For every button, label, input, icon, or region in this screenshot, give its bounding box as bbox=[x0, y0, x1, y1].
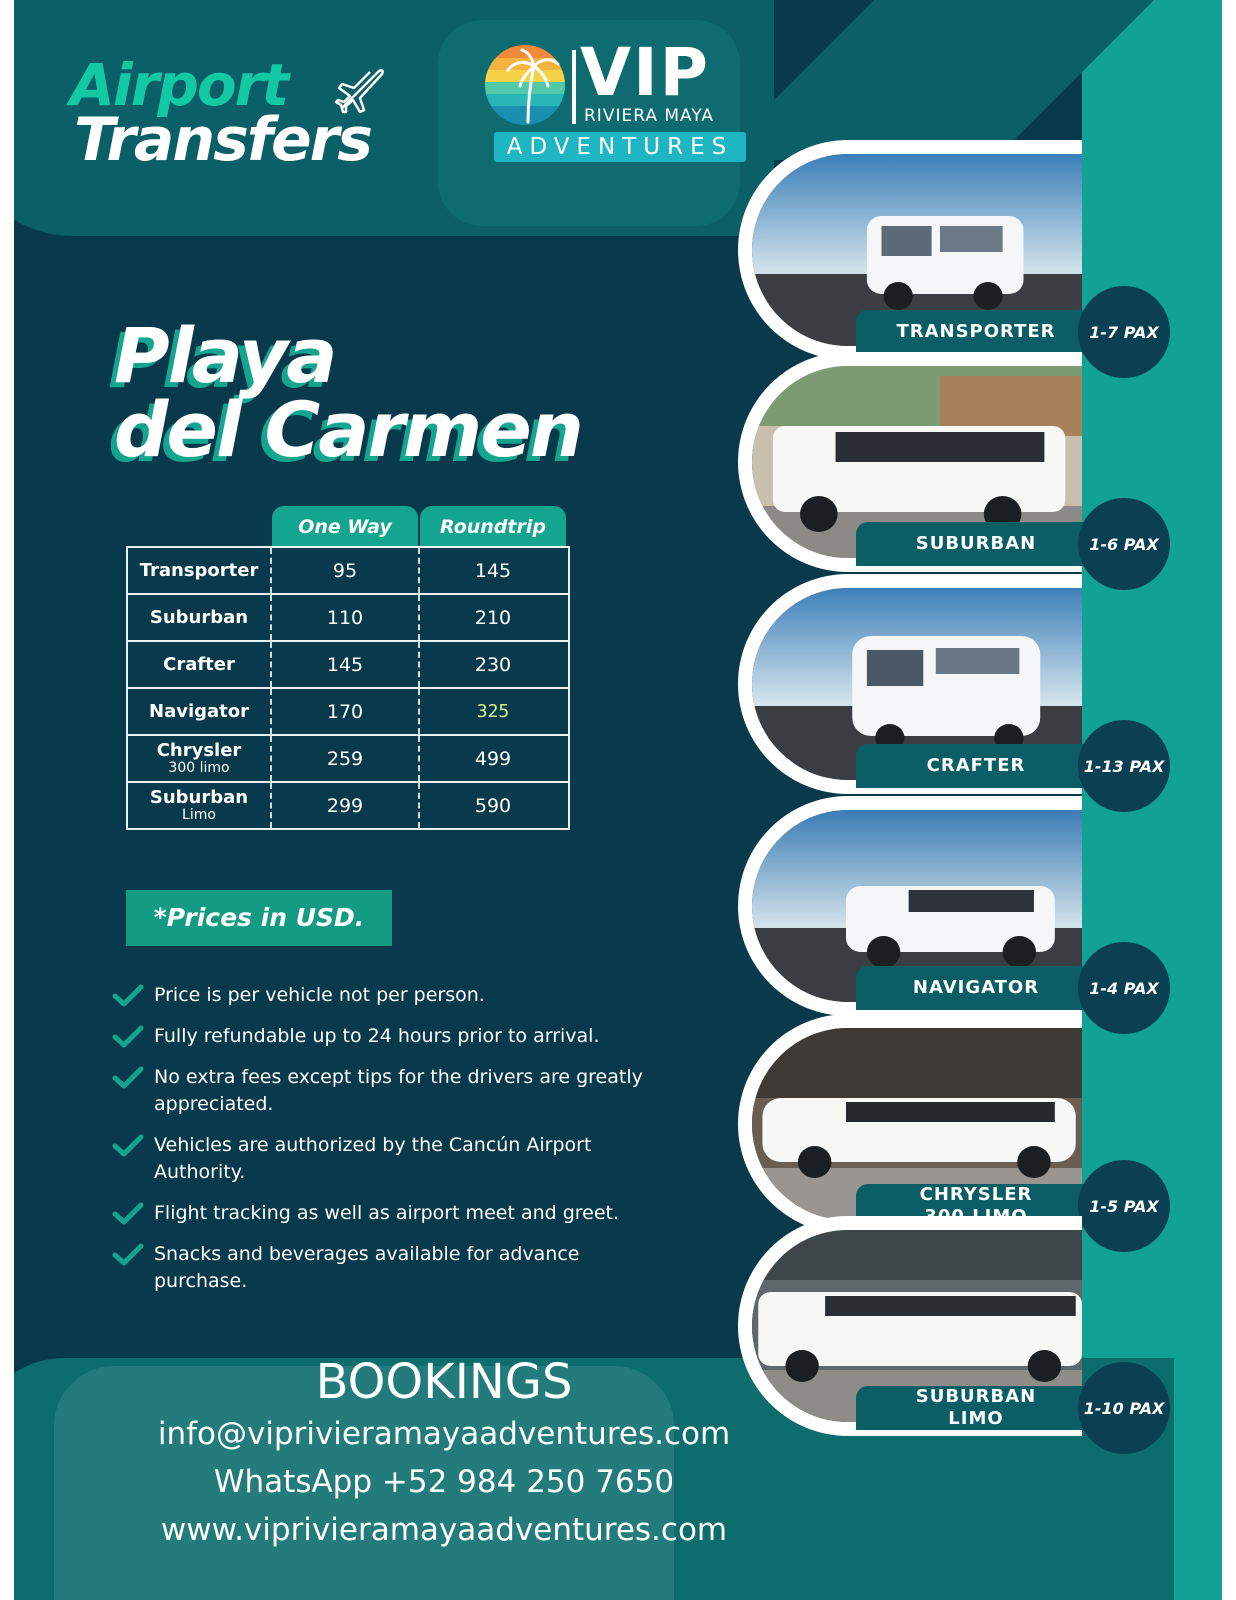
vehicle-label: SUBURBAN LIMO bbox=[856, 1386, 1096, 1430]
price-roundtrip: 210 bbox=[474, 606, 512, 629]
vehicle-card-navigator bbox=[738, 796, 1159, 1016]
vehicle-name: Crafter bbox=[128, 642, 272, 687]
bookings-email[interactable]: info@viprivieramayaadventures.com bbox=[157, 1416, 731, 1452]
feature-text: Snacks and beverages available for advance purchase. bbox=[154, 1243, 580, 1292]
title-transfers: Transfers bbox=[74, 105, 371, 175]
logo-vip: VIP bbox=[580, 34, 711, 111]
feature-list bbox=[112, 982, 672, 1309]
price-one-way: 145 bbox=[272, 642, 420, 687]
checkmark-icon bbox=[112, 1066, 144, 1090]
table-row bbox=[128, 595, 568, 642]
logo-subtitle: RIVIERA MAYA bbox=[584, 106, 715, 126]
vehicle-name: Chrysler 300 limo bbox=[128, 736, 272, 781]
list-item bbox=[112, 1200, 672, 1227]
price-one-way: 170 bbox=[272, 689, 420, 734]
vehicle-name: Suburban bbox=[128, 595, 272, 640]
pax-badge: 1-6 PAX bbox=[1078, 498, 1170, 590]
list-item bbox=[112, 1132, 672, 1186]
list-item bbox=[112, 982, 672, 1009]
price-roundtrip: 590 bbox=[474, 794, 512, 817]
pax-badge: 1-4 PAX bbox=[1078, 942, 1170, 1034]
pax-badge: 1-13 PAX bbox=[1078, 720, 1170, 812]
checkmark-icon bbox=[112, 984, 144, 1008]
bookings-whatsapp[interactable]: WhatsApp +52 984 250 7650 bbox=[213, 1464, 675, 1500]
header-one-way: One Way bbox=[272, 506, 418, 548]
list-item bbox=[112, 1064, 672, 1118]
bookings-title: BOOKINGS bbox=[315, 1354, 573, 1410]
vehicle-label: TRANSPORTER bbox=[856, 310, 1096, 354]
poster bbox=[14, 0, 1222, 1600]
vehicle-card-chrysler-limo bbox=[738, 1014, 1159, 1234]
list-item bbox=[112, 1241, 672, 1295]
pax-badge: 1-10 PAX bbox=[1078, 1362, 1170, 1454]
checkmark-icon bbox=[112, 1202, 144, 1226]
vehicle-subname: Limo bbox=[182, 807, 216, 823]
vehicle-label: CRAFTER bbox=[856, 744, 1096, 788]
destination-line1: Playa bbox=[114, 311, 336, 400]
table-row bbox=[128, 689, 568, 736]
table-row bbox=[128, 783, 568, 828]
vehicle-card-suburban-limo bbox=[738, 1216, 1165, 1436]
price-one-way: 110 bbox=[272, 595, 420, 640]
vehicle-label: SUBURBAN bbox=[856, 522, 1096, 566]
vehicle-label: CHRYSLER 300 LIMO bbox=[856, 1184, 1096, 1228]
checkmark-icon bbox=[112, 1025, 144, 1049]
vehicle-label: NAVIGATOR bbox=[856, 966, 1096, 1010]
feature-text: Vehicles are authorized by the Cancún Airport Authority. bbox=[154, 1134, 592, 1183]
feature-text: Fully refundable up to 24 hours prior to arrival. bbox=[154, 1025, 600, 1047]
price-roundtrip: 230 bbox=[474, 653, 512, 676]
list-item bbox=[112, 1023, 672, 1050]
logo-tagline: ADVENTURES bbox=[494, 132, 746, 162]
pax-badge: 1-5 PAX bbox=[1078, 1160, 1170, 1252]
price-roundtrip: 145 bbox=[474, 559, 512, 582]
table-row bbox=[128, 736, 568, 783]
price-table bbox=[126, 546, 570, 830]
price-one-way: 95 bbox=[272, 548, 420, 593]
destination-line2: del Carmen bbox=[114, 385, 582, 474]
price-roundtrip: 499 bbox=[474, 747, 512, 770]
price-one-way: 259 bbox=[272, 736, 420, 781]
checkmark-icon bbox=[112, 1243, 144, 1267]
feature-text: No extra fees except tips for the drivers are greatly appreciated. bbox=[154, 1066, 643, 1115]
feature-text: Price is per vehicle not per person. bbox=[154, 984, 485, 1006]
vehicle-name: Transporter bbox=[128, 548, 272, 593]
table-row bbox=[128, 548, 568, 595]
checkmark-icon bbox=[112, 1134, 144, 1158]
vehicle-card-suburban bbox=[738, 352, 1159, 572]
header-roundtrip: Roundtrip bbox=[420, 506, 566, 548]
feature-text: Flight tracking as well as airport meet and greet. bbox=[154, 1202, 620, 1224]
table-row bbox=[128, 642, 568, 689]
airplane-icon bbox=[334, 62, 388, 116]
pax-badge: 1-7 PAX bbox=[1078, 286, 1170, 378]
price-one-way: 299 bbox=[272, 783, 420, 828]
vehicle-card-crafter bbox=[738, 574, 1165, 794]
vehicle-name: Suburban Limo bbox=[128, 783, 272, 828]
vehicle-card-transporter bbox=[738, 140, 1159, 360]
title-airport: Airport bbox=[70, 51, 288, 119]
logo-divider bbox=[572, 50, 576, 124]
vehicle-subname: 300 limo bbox=[168, 760, 230, 776]
bookings-website[interactable]: www.viprivieramayaadventures.com bbox=[160, 1512, 728, 1548]
sunset-palm-icon bbox=[484, 44, 566, 126]
vehicle-name: Navigator bbox=[128, 689, 272, 734]
currency-note: *Prices in USD. bbox=[126, 890, 392, 946]
price-roundtrip: 325 bbox=[476, 701, 510, 722]
